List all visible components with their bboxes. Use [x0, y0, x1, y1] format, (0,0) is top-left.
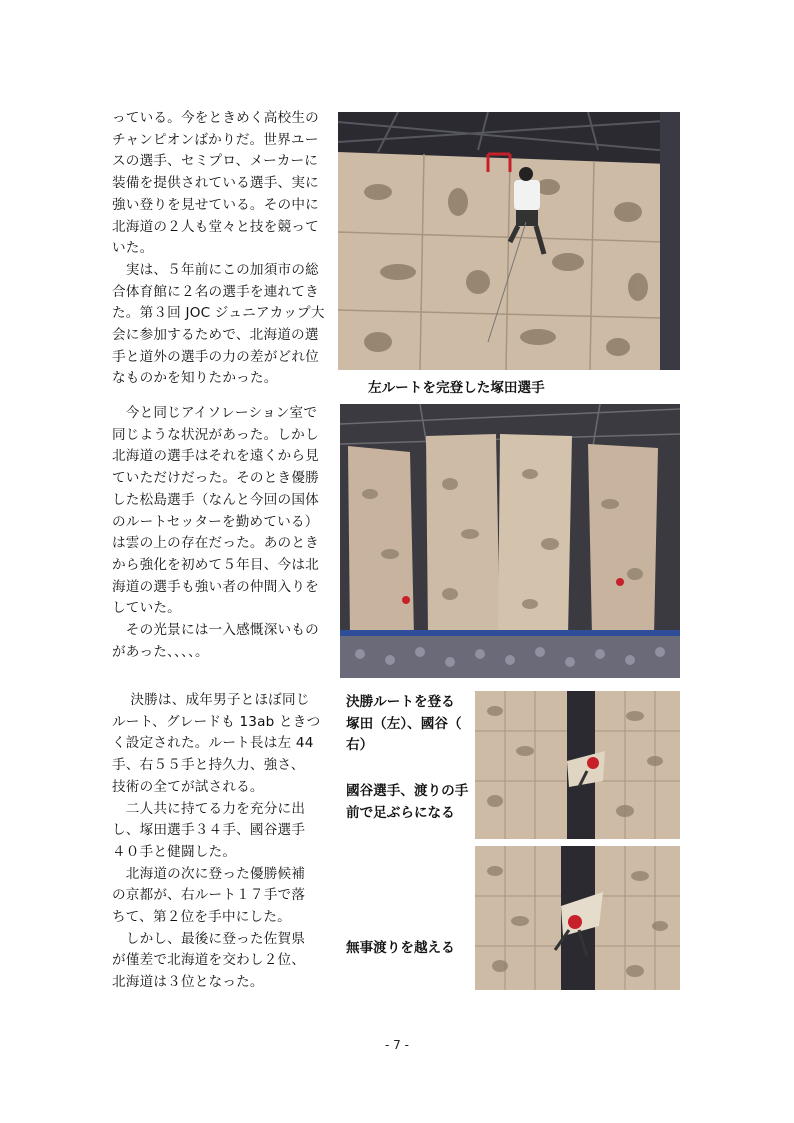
photo1-caption: 左ルートを完登した塚田選手 [368, 380, 545, 396]
lower-paragraph: 決勝は、成年男子とほぼ同じ ルート、グレードも 13ab ときつ く設定された。ルート長は左 44 手、右５５手と持久力、強さ、 技術の全てが試される。 二人共に持てる力を充分に出 し、塚田選手３４手、國谷選手 ４０手と健闘した。 北海道の次に登った優勝候補 の京都が、右ルート１７手で落 ちて、第２位を手中にした。 しかし、最後に登った佐賀県 が僅差で北海道を交わし２位、 北海道は３位となった。 [112, 692, 321, 991]
traverse-caption: 國谷選手、渡りの手 前で足ぶらになる [346, 783, 469, 821]
upper-paragraph-a: っている。今をときめく高校生の チャンピオンばかりだ。世界ユー スの選手、セミプロ、メーカーに 装備を提供されている選手、実に 強い登りを見せている。その中に 北海道の２人も堂々と技を競って いた。 実は、５年前にこの加須市の総 合体育館に２名の選手を連れてき た。第３回 JOC ジュニアカップ大 会に参加するためで、北海道の選 手と道外の選手の力の差がどれ位 なものかを知りたかった。 [112, 110, 325, 387]
photo-finals-traverse [475, 691, 680, 839]
photo-climber-topout [338, 112, 680, 370]
photo-safe-traverse [475, 846, 680, 990]
upper-paragraph-b: 今と同じアイソレーション室で 同じような状況があった。しかし 北海道の選手はそれを遠くから見 ていただけだった。そのとき優勝 した松島選手（なんと今回の国体 のルートセッターを勤めている） は雲の上の存在だった。あのとき から強化を初めて５年目、今は北 海道の選手も強い者の仲間入りを していた。 その光景には一入感慨深いもの があった、、、、。 [112, 405, 319, 660]
page-number: - 7 - [385, 1038, 409, 1052]
finals-caption: 決勝ルートを登る 塚田（左）、國谷（ 右） [346, 694, 462, 754]
photo-competition-walls [340, 404, 680, 678]
safe-caption: 無事渡りを越える [346, 940, 455, 956]
